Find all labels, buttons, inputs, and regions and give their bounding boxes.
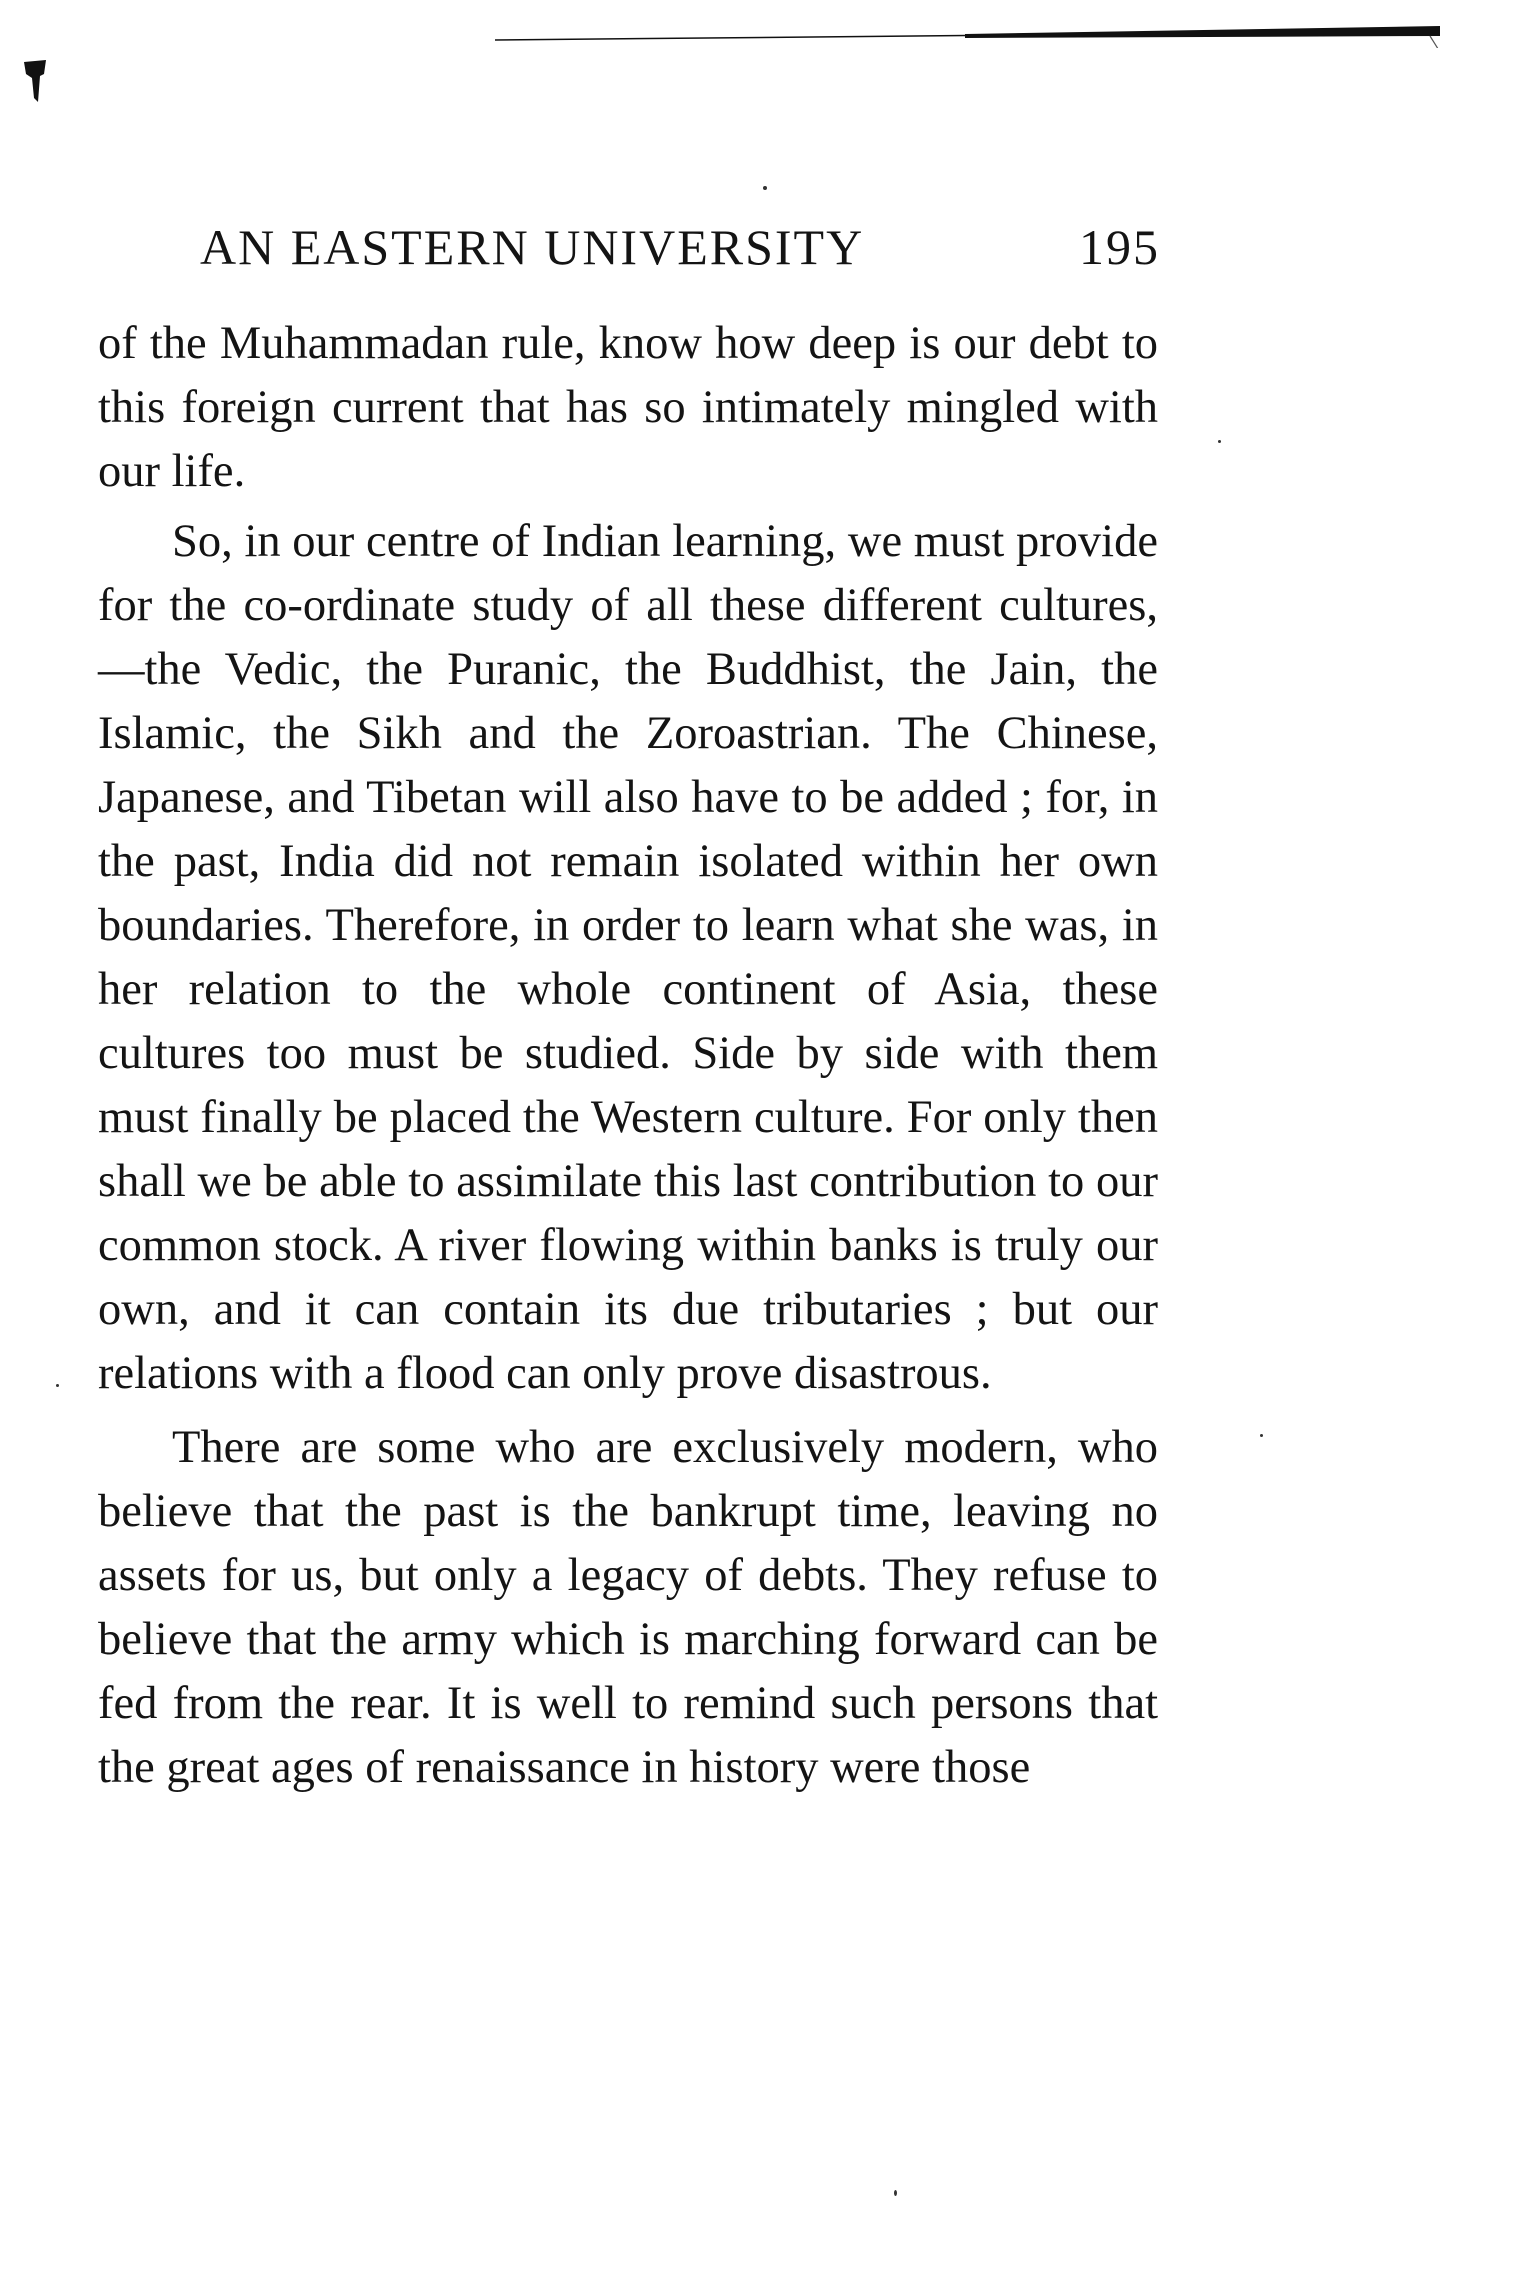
paragraph: So, in our centre of Indian learning, we must provide for the co-ordinate study of all these different cultures,—the Vedic, the Puranic, the Buddhist, the Jain, the Islamic, the Sikh and the Zoroastrian. The Chinese, Japanese, and Tibetan will also have to be added ; for, in the past, India did not remain isolated within her own boundaries. Therefore, in order to learn what she was, in her relation to the whole continent of Asia, these cultures too must be studied. Side by side with them must finally be placed the Western culture. For only then shall we be able to assimilate this last contribution to our common stock. A river flowing within banks is truly our own, and it can contain its due tributaries ; but our relations with a flood can only prove disastrous.: [98, 516, 1158, 1399]
scan-top-rule: [495, 22, 1440, 48]
running-head: [200, 218, 1160, 288]
scan-speck: [894, 2190, 897, 2196]
scan-speck: [56, 1384, 59, 1387]
scan-speck: [1260, 1434, 1263, 1437]
scan-speck: [763, 186, 767, 190]
paragraph: There are some who are exclusively modern, who believe that the past is the bankrupt time, leaving no assets for us, but only a legacy of debts. They refuse to believe that the army which is marching forward can be fed from the rear. It is well to remind such persons that the great ages of renaissance in history were those: [98, 1422, 1158, 1793]
scan-ink-blot: [22, 58, 52, 108]
page-number: 195: [1079, 219, 1160, 275]
running-head-title: AN EASTERN UNIVERSITY: [200, 219, 865, 275]
paragraph: of the Muhammadan rule, know how deep is our debt to this foreign current that has so intimately mingled with our life.: [98, 318, 1158, 497]
scan-speck: [1218, 440, 1221, 443]
body-text: [98, 312, 1158, 1800]
